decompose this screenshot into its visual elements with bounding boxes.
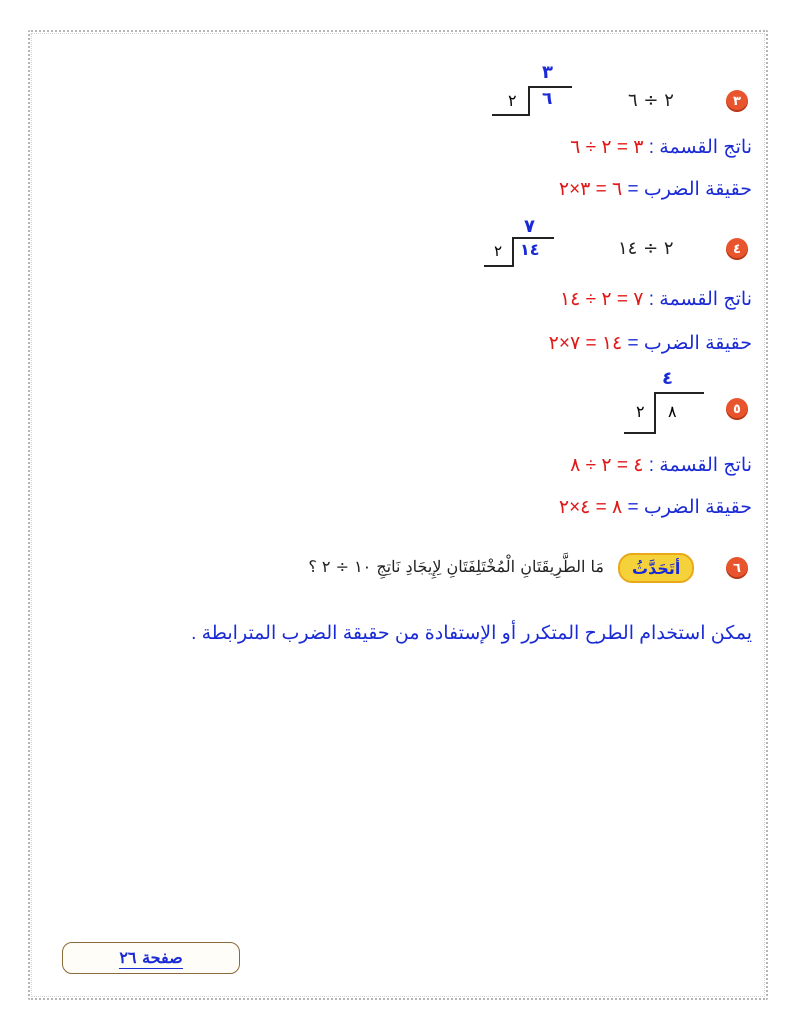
question-number-badge: ٤ <box>726 238 748 260</box>
question-number-badge: ٣ <box>726 90 748 112</box>
result-expression: ٤ = ٢ ÷ ٨ <box>570 455 644 476</box>
result-expression: ٣ = ٢ ÷ ٦ <box>570 137 644 158</box>
question-expression: ٢ ÷ ٦ <box>628 90 674 111</box>
division-result-line <box>570 454 752 477</box>
multiplication-fact-line <box>549 332 752 355</box>
fact-expression: ٨ = ٤×٢ <box>558 497 623 518</box>
fact-label: حقيقة الضرب = <box>622 333 752 354</box>
division-quotient: ٣ <box>542 62 553 83</box>
division-result-line <box>570 136 752 159</box>
division-divisor: ٢ <box>636 402 645 421</box>
talk-answer: يمكن استخدام الطرح المتكرر أو الإستفادة من حقيقة الضرب المترابطة . <box>191 623 752 644</box>
result-label: ناتج القسمة : <box>643 137 752 158</box>
talk-question: مَا الطَّرِيقَتَانِ الْمُخْتَلِفَتَانِ لِإِيجَادِ نَاتِجِ ١٠ ÷ ٢ ؟ <box>308 557 604 576</box>
fact-label: حقيقة الضرب = <box>622 179 752 200</box>
result-label: ناتج القسمة : <box>643 455 752 476</box>
division-divisor: ٢ <box>508 91 517 110</box>
division-divisor: ٢ <box>494 242 503 260</box>
fact-expression: ١٤ = ٧×٢ <box>548 333 623 354</box>
division-result-line <box>560 288 752 311</box>
division-quotient: ٧ <box>524 216 535 237</box>
question-number-badge: ٦ <box>726 557 748 579</box>
division-quotient: ٤ <box>662 368 673 389</box>
page-number-label <box>62 942 240 974</box>
division-dividend: ١٤ <box>520 240 540 259</box>
fact-label: حقيقة الضرب = <box>622 497 752 518</box>
fact-expression: ٦ = ٣×٢ <box>558 179 623 200</box>
result-label: ناتج القسمة : <box>643 289 752 310</box>
multiplication-fact-line <box>559 178 752 201</box>
talk-badge: أتَحَدَّثُ <box>618 553 694 583</box>
multiplication-fact-line <box>559 496 752 519</box>
division-dividend: ٦ <box>542 89 553 109</box>
page-number-text: صفحة ٢٦ <box>119 947 183 967</box>
question-number-badge: ٥ <box>726 398 748 420</box>
long-division-bracket <box>482 216 562 271</box>
long-division-bracket <box>490 62 580 122</box>
long-division-bracket <box>622 368 712 438</box>
result-expression: ٧ = ٢ ÷ ١٤ <box>559 289 644 310</box>
division-dividend: ٨ <box>668 402 677 421</box>
question-expression: ٢ ÷ ١٤ <box>618 238 674 259</box>
